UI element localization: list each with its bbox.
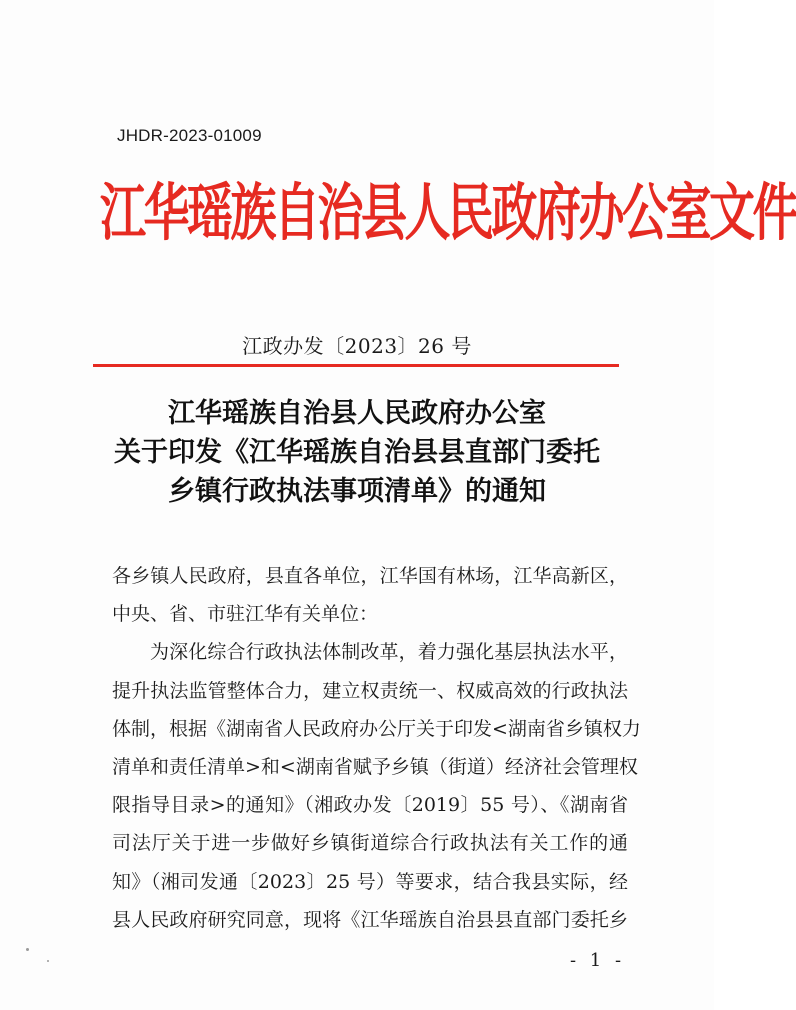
body-line: 清单和责任清单>和<湖南省赋予乡镇（街道）经济社会管理权 bbox=[112, 755, 638, 778]
body-line: 司法厅关于进一步做好乡镇街道综合行政执法有关工作的通 bbox=[112, 832, 628, 855]
body-line: 体制，根据《湖南省人民政府办公厅关于印发<湖南省乡镇权力 bbox=[112, 717, 641, 740]
notice-title-line: 江华瑶族自治县人民政府办公室 bbox=[168, 398, 546, 429]
body-line: 限指导目录>的通知》（湘政办发〔2019〕55 号）、《湖南省 bbox=[112, 794, 628, 817]
notice-body bbox=[112, 557, 641, 939]
body-line: 提升执法监管整体合力，建立权责统一、权威高效的行政执法 bbox=[112, 679, 628, 702]
red-separator-line bbox=[93, 364, 619, 367]
document-number: 江政办发〔2023〕26 号 bbox=[242, 334, 472, 358]
notice-title-line: 乡镇行政执法事项清单》的通知 bbox=[168, 476, 546, 507]
issuer-masthead-title: 江华瑶族自治县人民政府办公室文件 bbox=[100, 176, 796, 250]
document-code: JHDR-2023-01009 bbox=[117, 126, 262, 145]
notice-title bbox=[0, 394, 714, 511]
body-line: 县人民政府研究同意，现将《江华瑶族自治县县直部门委托乡 bbox=[112, 908, 628, 931]
body-line-recipients: 各乡镇人民政府，县直各单位，江华国有林场，江华高新区， bbox=[112, 565, 628, 587]
body-line: 为深化综合行政执法体制改革，着力强化基层执法水平， bbox=[150, 641, 628, 664]
scan-speck bbox=[47, 960, 49, 962]
body-line: 知》（湘司发通〔2023〕25 号）等要求，结合我县实际，经 bbox=[112, 870, 628, 893]
notice-title-line: 关于印发《江华瑶族自治县县直部门委托 bbox=[114, 437, 600, 468]
page-number: - 1 - bbox=[570, 950, 626, 971]
body-line-recipients-cont: 中央、省、市驻江华有关单位： bbox=[112, 603, 379, 626]
scan-speck bbox=[26, 948, 29, 951]
